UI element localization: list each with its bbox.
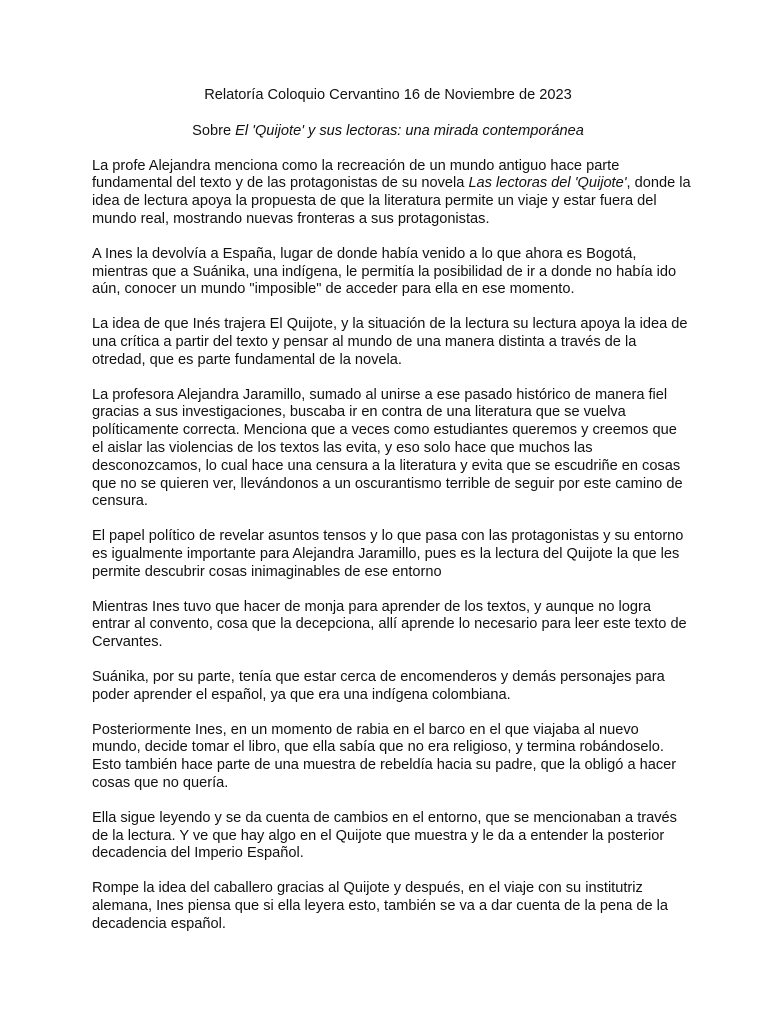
paragraph-line: cosas que no quería. xyxy=(92,774,229,791)
paragraph-line: alemana, Ines piensa que si ella leyera esto, también se va a dar cuenta de la pena de la xyxy=(92,897,669,914)
paragraph-8 xyxy=(92,722,684,793)
paragraph-line: otredad, que es parte fundamental de la novela. xyxy=(92,351,402,368)
document-subtitle xyxy=(92,123,684,141)
paragraph-2 xyxy=(92,246,684,299)
paragraph-line: Rompe la idea del caballero gracias al Quijote y después, en el viaje con su institutriz xyxy=(92,880,643,897)
paragraph-line: Posteriormente Ines, en un momento de rabia en el barco en el que viajaba al nuevo xyxy=(92,721,639,738)
paragraph-3 xyxy=(92,316,688,369)
paragraph-line: A Ines la devolvía a España, lugar de donde había venido a lo que ahora es Bogotá, xyxy=(92,245,637,262)
paragraph-line: políticamente correcta. Menciona que a veces como estudiantes queremos y creemos que xyxy=(92,422,677,439)
paragraph-line: Ella sigue leyendo y se da cuenta de cambios en el entorno, que se mencionaban a través xyxy=(92,809,677,826)
paragraph-line: Mientras Ines tuvo que hacer de monja para aprender de los textos, y aunque no logra xyxy=(92,598,651,615)
paragraph-line: Suánika, por su parte, tenía que estar cerca de encomenderos y demás personajes para xyxy=(92,668,665,685)
paragraph-line: Esto también hace parte de una muestra de rebeldía hacia su padre, que la obligó a hacer xyxy=(92,757,677,774)
paragraph-line: mundo, decide tomar el libro, que ella sabía que no era religioso, y termina robándoselo. xyxy=(92,739,664,756)
paragraph-line: decadencia español. xyxy=(92,915,226,932)
paragraph-line: gracias a sus investigaciones, buscaba ir en contra de una literatura que se vuelva xyxy=(92,404,626,421)
paragraph-line: idea de lectura apoya la propuesta de que la literatura permite un viaje y estar fuera del xyxy=(92,193,657,210)
paragraph-line: La profe Alejandra menciona como la recreación de un mundo antiguo hace parte xyxy=(92,157,620,174)
paragraph-line: Cervantes. xyxy=(92,634,163,651)
paragraph-line: censura. xyxy=(92,493,148,510)
paragraph-line: una crítica a partir del texto y pensar al mundo de una manera distinta a través de la xyxy=(92,333,637,350)
paragraph-line: es igualmente importante para Alejandra Jaramillo, pues es la lectura del Quijote la que les xyxy=(92,545,680,562)
paragraph-4 xyxy=(92,387,684,512)
paragraph-line: La idea de que Inés trajera El Quijote, y la situación de la lectura su lectura apoya la idea de xyxy=(92,316,688,333)
paragraph-1 xyxy=(92,157,691,229)
paragraph-7 xyxy=(92,669,684,705)
paragraph-line: El papel político de revelar asuntos tensos y lo que pasa con las protagonistas y su entorno xyxy=(92,528,684,545)
paragraph-line: entrar al convento, cosa que la decepciona, allí aprende lo necesario para leer este texto de xyxy=(92,616,687,633)
paragraph-line: poder aprender el español, ya que era una indígena colombiana. xyxy=(92,686,511,703)
paragraph-line: decadencia del Imperio Español. xyxy=(92,845,304,862)
paragraph-6 xyxy=(92,598,687,652)
paragraph-line: que no se quieren ver, llevándonos a un oscurantismo terrible de seguir por este camino de xyxy=(92,475,683,492)
paragraph-text: , donde la xyxy=(626,175,691,192)
paragraph-10 xyxy=(92,880,684,933)
paragraph-line: desconozcamos, lo cual hace una censura a la literatura y evita que se escudriñe en cosas xyxy=(92,457,681,474)
paragraph-line: permite descubrir cosas inimaginables de ese entorno xyxy=(92,563,442,580)
subtitle-prefix: Sobre xyxy=(192,122,236,139)
novel-title: Las lectoras del 'Quijote' xyxy=(468,175,627,192)
paragraph-line: La profesora Alejandra Jaramillo, sumado al unirse a ese pasado histórico de manera fiel xyxy=(92,386,668,403)
paragraph-text: fundamental del texto y de las protagonistas de su novela xyxy=(92,175,469,192)
paragraph-line: de la lectura. Y ve que hay algo en el Quijote que muestra y le da a entender la posterior xyxy=(92,827,665,844)
paragraph-line: el aislar las violencias de los textos las evita, y eso solo hace que muchos las xyxy=(92,439,593,456)
paragraph-line: aún, conocer un mundo "imposible" de acceder para ella en ese momento. xyxy=(92,281,575,298)
paragraph-line: mundo real, mostrando nuevas fronteras a sus protagonistas. xyxy=(92,210,490,227)
subtitle-book-title: El 'Quijote' y sus lectoras: una mirada contemporánea xyxy=(235,122,584,139)
document-title: Relatoría Coloquio Cervantino 16 de Noviembre de 2023 xyxy=(204,87,572,103)
paragraph-5 xyxy=(92,528,684,581)
paragraph-line xyxy=(92,175,691,193)
paragraph-line: mientras que a Suánika, una indígena, le permitía la posibilidad de ir a donde no había ido xyxy=(92,263,677,280)
paragraph-9 xyxy=(92,810,684,863)
